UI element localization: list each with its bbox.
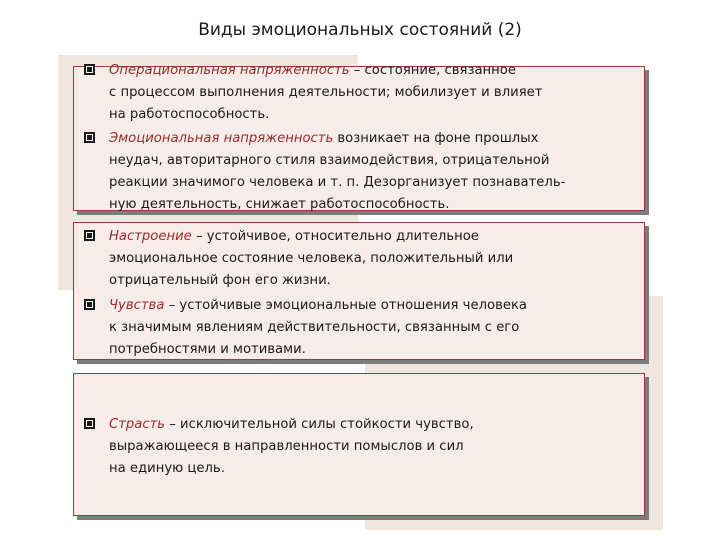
item-term: Страсть <box>109 417 166 432</box>
item-term: Эмоциональная напряженность <box>109 131 334 146</box>
item-line: с процессом выполнения деятельности; мобилизует и влияет <box>109 85 543 100</box>
item-line: реакции значимого человека и т. п. Дезорганизует познаватель- <box>109 175 566 190</box>
item-line: ную деятельность, снижает работоспособность. <box>109 197 450 212</box>
item-term: Операциональная напряженность <box>109 63 350 78</box>
item-line: возникает на фоне прошлых <box>333 131 539 146</box>
item-line: эмоциональное состояние человека, положительный или <box>109 251 514 266</box>
item-line: к значимым явлениям действительности, связанным с его <box>109 320 520 335</box>
item-line: – состояние, связанное <box>353 63 516 78</box>
item-term: Чувства <box>109 298 165 313</box>
item-line: – устойчивые эмоциональные отношения человека <box>164 298 527 313</box>
checkbox-bullet-icon <box>84 230 95 241</box>
item-line: потребностями и мотивами. <box>109 342 306 357</box>
checkbox-bullet-icon <box>84 132 95 143</box>
item-term: Настроение <box>109 229 192 244</box>
item-line: – устойчивое, относительно длительное <box>191 229 479 244</box>
item-line: неудач, авторитарного стиля взаимодействия, отрицательной <box>109 153 550 168</box>
item-line: – исключительной силы стойкости чувство, <box>165 417 474 432</box>
checkbox-bullet-icon <box>84 418 95 429</box>
checkbox-bullet-icon <box>84 299 95 310</box>
item-line: на работоспособность. <box>109 107 270 122</box>
item-line: выражающееся в направленности помыслов и сил <box>109 439 464 454</box>
item-line: на единую цель. <box>109 461 225 476</box>
checkbox-bullet-icon <box>84 64 95 75</box>
page-title: Виды эмоциональных состояний (2) <box>198 20 522 40</box>
item-line: отрицательный фон его жизни. <box>109 273 331 288</box>
